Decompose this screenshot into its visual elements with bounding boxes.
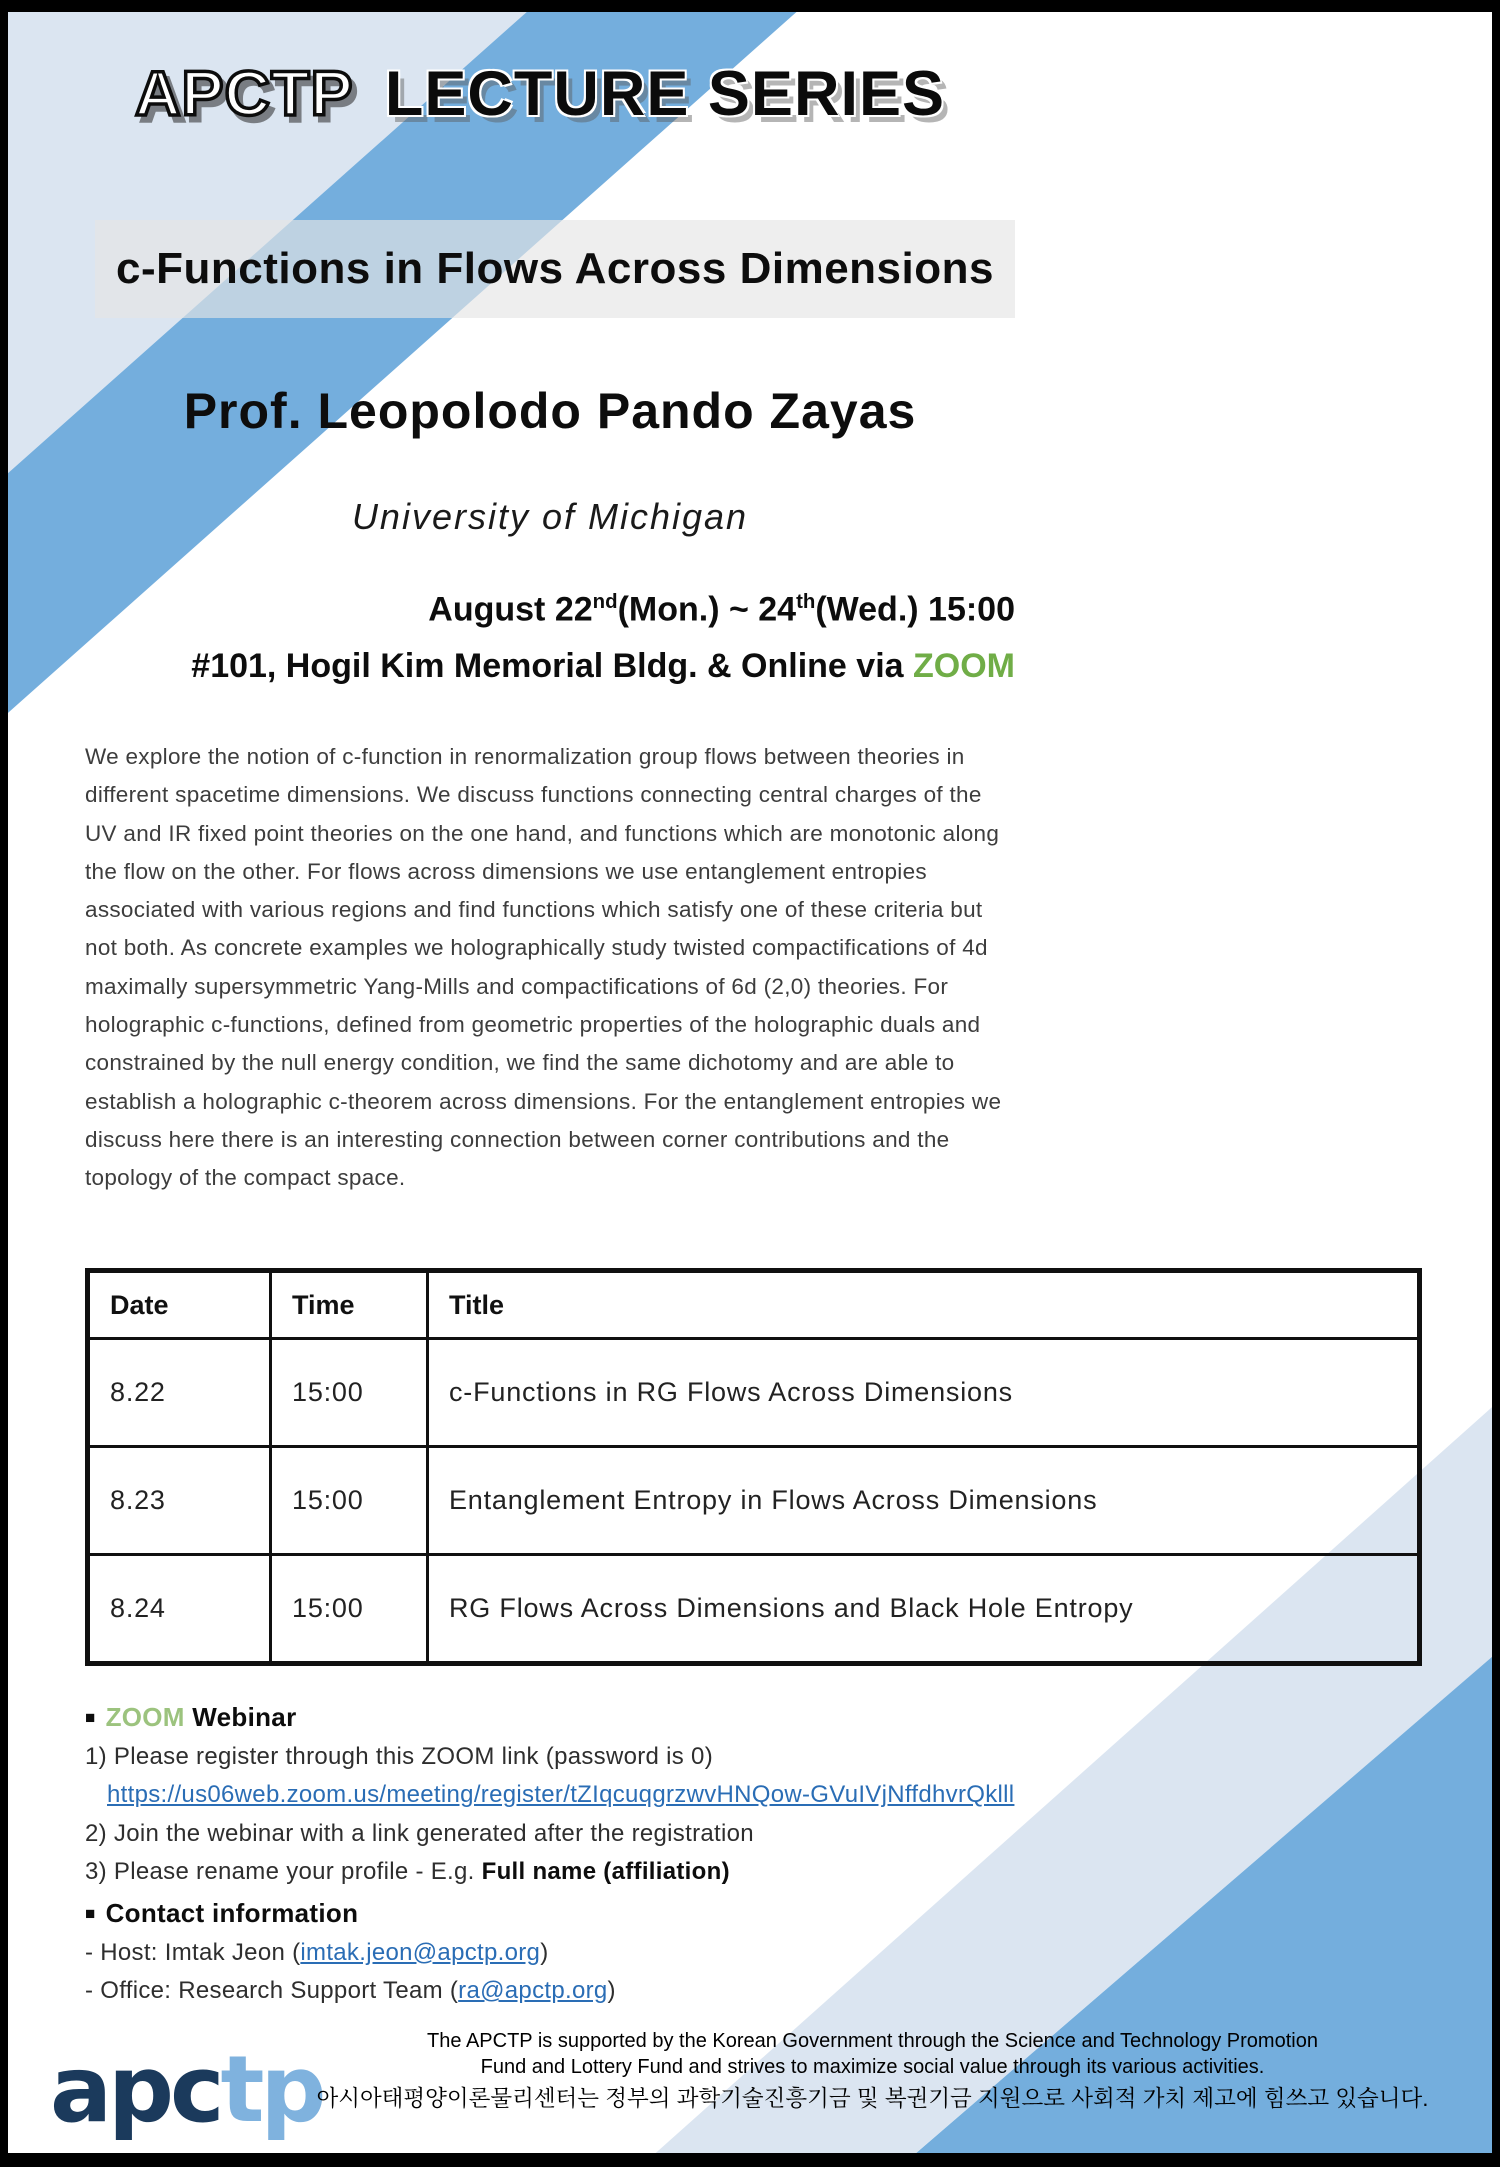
cell-title: Entanglement Entropy in Flows Across Dimensions [428, 1447, 1420, 1555]
table-row [88, 1555, 1420, 1664]
date-suffix: (Wed.) 15:00 [815, 590, 1015, 629]
contact-heading [85, 1894, 1085, 1934]
contact-host-line [85, 1934, 1085, 1973]
webinar-heading [85, 1698, 1085, 1738]
cell-time: 15:00 [271, 1555, 428, 1664]
lecture-subtitle: c-Functions in Flows Across Dimensions [116, 244, 994, 293]
webinar-step-1: 1) Please register through this ZOOM link (password is 0) [85, 1742, 713, 1770]
zoom-registration-link[interactable]: https://us06web.zoom.us/meeting/register/tZIqcuqgrzwvHNQow-GVuIVjNffdhvrQklll [107, 1781, 1015, 1808]
cell-title: c-Functions in RG Flows Across Dimensions [428, 1339, 1420, 1447]
cell-date: 8.22 [88, 1339, 271, 1447]
logo-blue-part: tp [220, 2036, 323, 2143]
event-dates [85, 574, 1015, 638]
host-label: - Host: Imtak Jeon ( [85, 1938, 301, 1966]
contact-office-line [85, 1972, 1085, 2011]
logo-dark-part: apc [50, 2036, 221, 2143]
date-middle: (Mon.) ~ 24 [617, 590, 797, 629]
host-suffix: ) [540, 1938, 549, 1966]
location-text: #101, Hogil Kim Memorial Bldg. & Online via [191, 647, 914, 686]
abstract-text: We explore the notion of c-function in renormalization group flows between theories in different spacetime dimensions. We discuss functions connecting central charges of the UV and IR fixed point theories on the one hand, and functions which are monotonic along the flow on the other. For flows across dimensions we use entanglement entropies associated with various regions and find functions which satisfy one of these criteria but not both. As concrete examples we holographically study twisted compactifications of 4d maximally supersymmetric Yang-Mills and compactifications of 6d (2,0) theories. For holographic c-functions, defined from geometric properties of the holographic duals and constrained by the null energy condition, we find the same dichotomy and are able to establish a holographic c-theorem across dimensions. For the entanglement entropies we discuss here there is an interesting connection between corner contributions and the topology of the compact space. [85, 744, 1002, 1191]
webinar-heading-rest: Webinar [184, 1702, 297, 1732]
date-prefix: August 22 [428, 590, 593, 629]
funding-credit [310, 2028, 1435, 2115]
contact-heading-text: Contact information [105, 1898, 359, 1928]
speaker-affiliation: University of Michigan [351, 496, 749, 537]
event-when-where [85, 574, 1015, 695]
location-zoom-label: ZOOM [913, 647, 1015, 686]
table-row [88, 1447, 1420, 1555]
webinar-section [85, 1698, 1085, 1892]
header-date: Date [88, 1271, 271, 1339]
square-bullet-icon: ■ [85, 1708, 96, 1727]
credit-line-2: Fund and Lottery Fund and strives to maximize social value through its various activities. [480, 2056, 1265, 2078]
header-title: Title [428, 1271, 1420, 1339]
schedule-header-row [88, 1271, 1420, 1339]
poster-title [70, 58, 1010, 130]
credit-line-korean: 아시아태평양이론물리센터는 정부의 과학기술진흥기금 및 복권기금 지원으로 사회적 가치 제고에 힘쓰고 있습니다. [316, 2086, 1429, 2111]
header-time: Time [271, 1271, 428, 1339]
cell-time: 15:00 [271, 1447, 428, 1555]
webinar-zoom-label: ZOOM [105, 1702, 185, 1732]
speaker-name: Prof. Leopolodo Pando Zayas [183, 383, 917, 439]
cell-time: 15:00 [271, 1339, 428, 1447]
host-email-link[interactable]: imtak.jeon@apctp.org [300, 1938, 541, 1966]
office-suffix: ) [607, 1977, 616, 2004]
cell-date: 8.23 [88, 1447, 271, 1555]
webinar-step-3 [85, 1853, 1085, 1892]
title-outline-word: APCTP [135, 59, 353, 129]
office-email-link[interactable]: ra@apctp.org [458, 1977, 608, 2004]
webinar-step-2: 2) Join the webinar with a link generated after the registration [85, 1819, 754, 1847]
webinar-rename-format: Full name (affiliation) [481, 1858, 730, 1885]
cell-date: 8.24 [88, 1555, 271, 1664]
credit-line-1: The APCTP is supported by the Korean Government through the Science and Technology Promotion [427, 2030, 1318, 2052]
apctp-logo [50, 2036, 323, 2143]
event-location [85, 638, 1015, 695]
registration-link-line [85, 1776, 1085, 1815]
square-bullet-icon: ■ [85, 1904, 96, 1923]
cell-title: RG Flows Across Dimensions and Black Hole Entropy [428, 1555, 1420, 1664]
title-solid-words: LECTURE SERIES [384, 59, 945, 129]
table-row [88, 1339, 1420, 1447]
schedule-table [85, 1268, 1422, 1666]
office-label: - Office: Research Support Team ( [85, 1977, 459, 2004]
contact-section [85, 1894, 1085, 2011]
webinar-step-3-text: 3) Please rename your profile - E.g. [85, 1858, 482, 1885]
date-ordinal-2: th [796, 591, 816, 613]
date-ordinal-1: nd [592, 591, 618, 613]
